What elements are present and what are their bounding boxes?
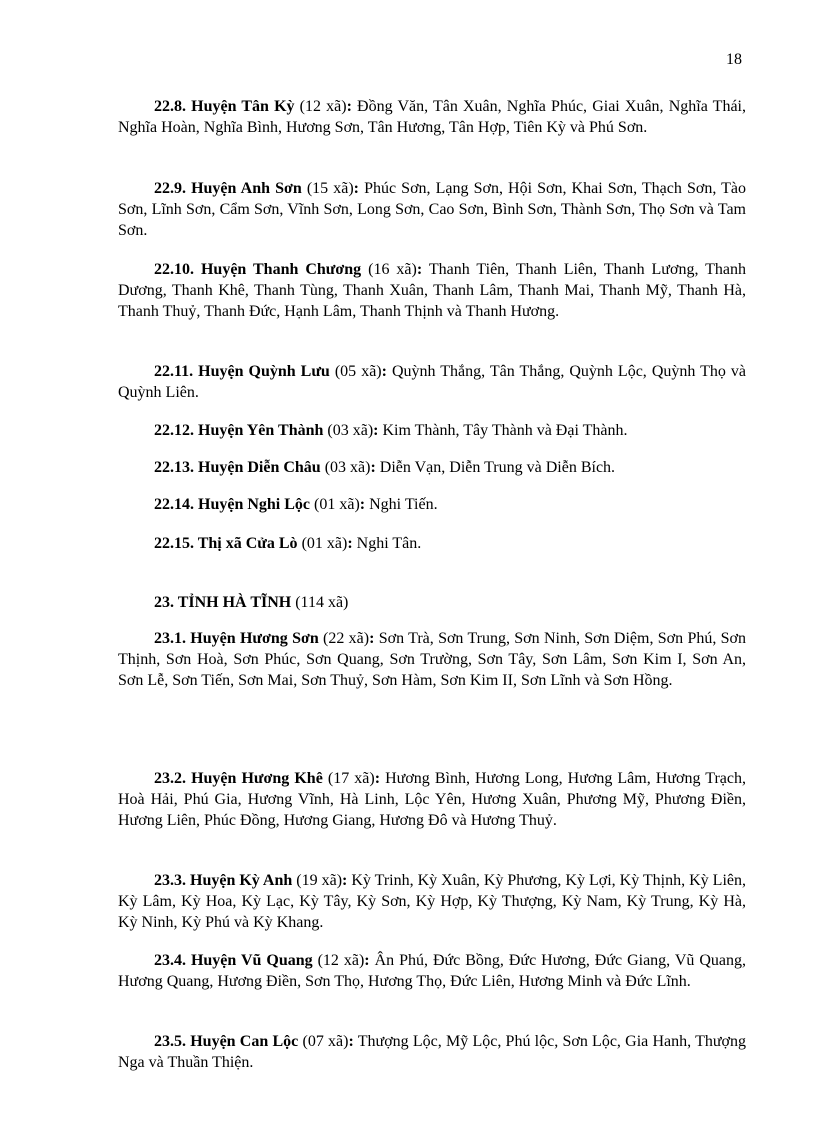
commune-list: Hương Bình, Hương Long, Hương Lâm, Hương Trạch, Hoà Hải, Phú Gia, Hương Vĩnh, Hà Linh, Lộc Yên, Hương Xuân, Phương Mỹ, Phương Điền, Hương Liên, Phúc Đồng, Hương Giang, Hương Đô và Hương Thuỷ. [118, 770, 747, 830]
paragraph-nghi-loc [118, 494, 746, 515]
commune-count: (17 xã) [322, 770, 375, 787]
commune-count: (01 xã) [310, 496, 360, 513]
paragraph-dien-chau [118, 457, 746, 478]
commune-list: Sơn Trà, Sơn Trung, Sơn Ninh, Sơn Diệm, Sơn Phú, Sơn Thịnh, Sơn Hoà, Sơn Phúc, Sơn Quang, Sơn Trường, Sơn Tây, Sơn Lâm, Sơn Kim I, Sơn An, Sơn Lễ, Sơn Tiến, Sơn Mai, Sơn Thuỷ, Sơn Hàm, Sơn Kim II, Sơn Lĩnh và Sơn Hồng. [118, 630, 747, 690]
paragraph-vu-quang [118, 950, 746, 992]
commune-list: Diễn Vạn, Diễn Trung và Diễn Bích. [375, 459, 616, 476]
commune-list: Nghi Tân. [352, 535, 422, 552]
paragraph-thanh-chuong [118, 259, 746, 323]
district-heading: 22.8. Huyện Tân Kỳ [154, 98, 295, 115]
commune-count: (12 xã) [312, 952, 365, 969]
colon: : [348, 1033, 354, 1050]
commune-list: Quỳnh Thắng, Tân Thắng, Quỳnh Lộc, Quỳnh Thọ và Quỳnh Liên. [118, 363, 746, 402]
colon: : [374, 770, 381, 787]
district-heading: 23.3. Huyện Kỳ Anh [154, 872, 293, 889]
colon: : [364, 952, 370, 969]
district-heading: 23.1. Huyện Hương Sơn [154, 630, 319, 647]
province-title: 23. TỈNH HÀ TĨNH [154, 594, 292, 611]
district-heading: 22.13. Huyện Diễn Châu [154, 459, 321, 476]
district-heading: 23.4. Huyện Vũ Quang [154, 952, 313, 969]
paragraph-ky-anh [118, 870, 746, 934]
paragraph-quynh-luu [118, 361, 746, 403]
paragraph-can-loc [118, 1031, 746, 1073]
commune-list: Nghi Tiến. [365, 496, 438, 513]
commune-count: (01 xã) [297, 535, 348, 552]
commune-list: Phúc Sơn, Lạng Sơn, Hội Sơn, Khai Sơn, Thạch Sơn, Tào Sơn, Lĩnh Sơn, Cẩm Sơn, Vĩnh Sơn, Long Sơn, Cao Sơn, Bình Sơn, Thành Sơn, Thọ Sơn và Tam Sơn. [118, 180, 747, 240]
commune-list: Đồng Văn, Tân Xuân, Nghĩa Phúc, Giai Xuân, Nghĩa Thái, Nghĩa Hoàn, Nghĩa Bình, Hương Sơn, Tân Hương, Tân Hợp, Tiên Kỳ và Phú Sơn. [118, 98, 746, 137]
paragraph-anh-son [118, 178, 746, 242]
district-heading: 22.11. Huyện Quỳnh Lưu [154, 363, 330, 380]
colon: : [346, 98, 352, 115]
colon: : [369, 630, 375, 647]
colon: : [370, 459, 376, 476]
commune-count: (19 xã) [292, 872, 343, 889]
paragraph-yen-thanh [118, 420, 746, 441]
commune-list: Thanh Tiên, Thanh Liên, Thanh Lương, Thanh Dương, Thanh Khê, Thanh Tùng, Thanh Xuân, Thanh Lâm, Thanh Mai, Thanh Mỹ, Thanh Hà, Thanh Thuỷ, Thanh Đức, Hạnh Lâm, Thanh Thịnh và Thanh Hương. [118, 261, 746, 321]
commune-count: (05 xã) [329, 363, 382, 380]
commune-list: Kỳ Trinh, Kỳ Xuân, Kỳ Phương, Kỳ Lợi, Kỳ Thịnh, Kỳ Liên, Kỳ Lâm, Kỳ Hoa, Kỳ Lạc, Kỳ Tây, Kỳ Sơn, Kỳ Hợp, Kỳ Thượng, Kỳ Nam, Kỳ Trung, Kỳ Hà, Kỳ Ninh, Kỳ Phú và Kỳ Khang. [118, 872, 746, 932]
district-heading: 22.9. Huyện Anh Sơn [154, 180, 302, 197]
paragraph-cua-lo [118, 533, 746, 554]
commune-count: (12 xã) [294, 98, 347, 115]
commune-count: (16 xã) [361, 261, 417, 278]
district-heading: 22.15. Thị xã Cửa Lò [154, 535, 298, 552]
colon: : [381, 363, 387, 380]
province-heading-ha-tinh [118, 592, 746, 613]
colon: : [416, 261, 423, 278]
colon: : [353, 180, 359, 197]
colon: : [342, 872, 348, 889]
commune-count: (03 xã) [323, 422, 374, 439]
paragraph-huong-son [118, 628, 746, 692]
district-heading: 22.10. Huyện Thanh Chương [154, 261, 362, 278]
district-heading: 23.5. Huyện Can Lộc [154, 1033, 299, 1050]
district-heading: 22.12. Huyện Yên Thành [154, 422, 324, 439]
district-heading: 22.14. Huyện Nghi Lộc [154, 496, 311, 513]
colon: : [347, 535, 353, 552]
paragraph-huong-khe [118, 768, 746, 832]
page-number: 18 [726, 51, 742, 68]
commune-list: Thượng Lộc, Mỹ Lộc, Phú lộc, Sơn Lộc, Gia Hanh, Thượng Nga và Thuần Thiện. [118, 1033, 746, 1072]
paragraph-tan-ky [118, 96, 746, 138]
commune-count: (22 xã) [318, 630, 370, 647]
commune-list: Kim Thành, Tây Thành và Đại Thành. [378, 422, 628, 439]
district-heading: 23.2. Huyện Hương Khê [154, 770, 323, 787]
commune-list: Ân Phú, Đức Bồng, Đức Hương, Đức Giang, Vũ Quang, Hương Quang, Hương Điền, Sơn Thọ, Hương Thọ, Đức Liên, Hương Minh và Đức Lĩnh. [118, 952, 746, 991]
commune-count: (07 xã) [298, 1033, 349, 1050]
commune-count: (15 xã) [301, 180, 354, 197]
colon: : [359, 496, 366, 513]
commune-count: (114 xã) [291, 594, 349, 611]
colon: : [373, 422, 379, 439]
commune-count: (03 xã) [320, 459, 371, 476]
